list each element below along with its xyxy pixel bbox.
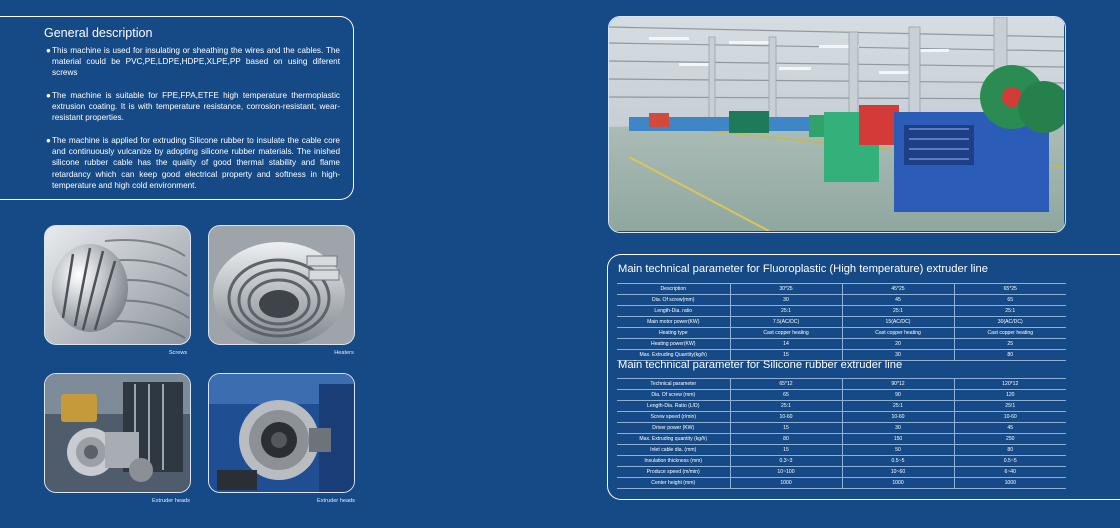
table-row xyxy=(617,379,1066,390)
parameter-value-cell: 15 xyxy=(730,423,842,434)
bullet-icon: ● xyxy=(46,91,51,100)
description-text: The machine is suitable for FPE,FPA,ETFE high temperature thermoplastic extrusion coating. It is with temperature resistance, corrosion-resistant, wear-resistant properties. xyxy=(52,91,340,123)
table-row xyxy=(617,467,1066,478)
extruder-head-photo-1 xyxy=(44,373,191,493)
parameter-value-cell: 45 xyxy=(842,295,954,306)
parameter-value-cell: 80 xyxy=(730,434,842,445)
parameter-value-cell: 25:1 xyxy=(842,306,954,317)
parameter-value-cell: 10-60 xyxy=(954,412,1066,423)
table-row xyxy=(617,339,1066,350)
parameter-value-cell: 45*25 xyxy=(842,284,954,295)
parameter-value-cell: 10-60 xyxy=(730,412,842,423)
parameter-label-cell: Length-Dia. ratio xyxy=(617,306,730,317)
parameter-value-cell: 30 xyxy=(730,295,842,306)
parameter-value-cell: Cast copper heating xyxy=(842,328,954,339)
parameter-label-cell: Dia. Of screw (mm) xyxy=(617,390,730,401)
parameter-value-cell: 10~60 xyxy=(842,467,954,478)
table-row xyxy=(617,478,1066,489)
parameter-value-cell: 45 xyxy=(954,423,1066,434)
parameter-value-cell: Cast copper heating xyxy=(954,328,1066,339)
silicone-parameter-table xyxy=(617,378,1066,489)
description-paragraph xyxy=(46,135,340,191)
parameter-value-cell: 0.5~5 xyxy=(842,456,954,467)
factory-production-line-photo xyxy=(608,16,1066,233)
description-text: The machine is applied for extruding Silicone rubber to insulate the cable core and continuously vulcanize by adopting silicone rubber materials. The inished silicone rubber cable has the quality of good thermal stability and flame retardancy which can keep good electrical property and softness in high-temperature and high cold environment. xyxy=(52,136,340,190)
general-description-title: General description xyxy=(44,26,153,40)
heaters-photo xyxy=(208,225,355,345)
parameter-label-cell: Max. Extruding Quantity(kg/h) xyxy=(617,350,730,361)
parameter-value-cell: 90*12 xyxy=(842,379,954,390)
bullet-icon: ● xyxy=(46,46,51,55)
parameter-value-cell: 30(AC/DC) xyxy=(954,317,1066,328)
description-text: This machine is used for insulating or sheathing the wires and the cables. The material could be PVC,PE,LDPE,HDPE,XLPE,PP based on using diferent screws xyxy=(52,46,340,78)
factory-illustration xyxy=(609,17,1064,231)
parameter-value-cell: 0.3~3 xyxy=(730,456,842,467)
table-row xyxy=(617,328,1066,339)
parameter-value-cell: 65*25 xyxy=(954,284,1066,295)
parameter-label-cell: Center height (mm) xyxy=(617,478,730,489)
table-row xyxy=(617,317,1066,328)
photo-caption: Extruder heads xyxy=(152,498,190,504)
parameter-value-cell: 15(AC/DC) xyxy=(842,317,954,328)
parameter-value-cell: 80 xyxy=(954,350,1066,361)
parameter-value-cell: 250 xyxy=(954,434,1066,445)
table-row xyxy=(617,401,1066,412)
parameter-value-cell: 7.5(AC/DC) xyxy=(730,317,842,328)
table-row xyxy=(617,284,1066,295)
table-row xyxy=(617,295,1066,306)
parameter-value-cell: 14 xyxy=(730,339,842,350)
table-row xyxy=(617,390,1066,401)
table-row xyxy=(617,456,1066,467)
parameter-value-cell: 15 xyxy=(730,350,842,361)
parameter-label-cell: Heating type xyxy=(617,328,730,339)
parameter-value-cell: 150 xyxy=(842,434,954,445)
extruder-head-photo-2 xyxy=(208,373,355,493)
parameter-value-cell: 25:1 xyxy=(730,306,842,317)
parameter-value-cell: 30 xyxy=(842,350,954,361)
table-row xyxy=(617,306,1066,317)
parameter-value-cell: 120*12 xyxy=(954,379,1066,390)
parameter-value-cell: 25!1 xyxy=(954,401,1066,412)
extruder-head-illustration xyxy=(45,374,191,493)
parameter-value-cell: 25 xyxy=(954,339,1066,350)
parameter-value-cell: 0.5~5 xyxy=(954,456,1066,467)
description-paragraph xyxy=(46,45,340,79)
parameter-label-cell: Max. Extruding quantity (kg/h) xyxy=(617,434,730,445)
parameter-value-cell: 1000 xyxy=(842,478,954,489)
table-row xyxy=(617,423,1066,434)
bullet-icon: ● xyxy=(46,136,51,145)
parameter-value-cell: 30 xyxy=(842,423,954,434)
table-row xyxy=(617,445,1066,456)
parameter-label-cell: Technical parameter xyxy=(617,379,730,390)
parameter-label-cell: Heating power(KW) xyxy=(617,339,730,350)
parameter-value-cell: 1000 xyxy=(954,478,1066,489)
parameter-label-cell: Length-Dia. Ratio (L/D) xyxy=(617,401,730,412)
photo-caption: Heaters xyxy=(334,350,354,356)
parameter-value-cell: 90 xyxy=(842,390,954,401)
parameter-value-cell: 80 xyxy=(954,445,1066,456)
photo-caption: Extruder heads xyxy=(317,498,355,504)
screws-photo xyxy=(44,225,191,345)
parameter-label-cell: Main motor power(KW) xyxy=(617,317,730,328)
parameter-label-cell: Dia. Of screw(mm) xyxy=(617,295,730,306)
parameter-value-cell: Cast copper healing xyxy=(730,328,842,339)
parameter-label-cell: Driver power (KW) xyxy=(617,423,730,434)
parameter-value-cell: 15 xyxy=(730,445,842,456)
parameter-value-cell: 25:1 xyxy=(954,306,1066,317)
parameter-value-cell: 65*12 xyxy=(730,379,842,390)
parameter-value-cell: 50 xyxy=(842,445,954,456)
heater-illustration xyxy=(209,226,355,345)
parameter-value-cell: 10~100 xyxy=(730,467,842,478)
extruder-head-illustration xyxy=(209,374,355,493)
parameter-value-cell: 6~40 xyxy=(954,467,1066,478)
screw-illustration xyxy=(45,226,191,345)
photo-caption: Screws xyxy=(168,350,188,356)
parameter-value-cell: 10-60 xyxy=(842,412,954,423)
parameter-value-cell: 65 xyxy=(954,295,1066,306)
parameter-label-cell: Inlet cable dia. (mm) xyxy=(617,445,730,456)
parameter-value-cell: 25:1 xyxy=(842,401,954,412)
parameter-label-cell: Produce speed (m/min) xyxy=(617,467,730,478)
parameter-value-cell: 25:1 xyxy=(730,401,842,412)
description-paragraph xyxy=(46,90,340,124)
table-row xyxy=(617,412,1066,423)
parameter-label-cell: Screw speed (r/min) xyxy=(617,412,730,423)
fluoroplastic-parameter-table xyxy=(617,283,1066,361)
parameter-value-cell: 120 xyxy=(954,390,1066,401)
parameter-label-cell: Insulation thickness (mm) xyxy=(617,456,730,467)
parameter-label-cell: Description xyxy=(617,284,730,295)
silicone-table-title: Main technical parameter for Silicone rubber extruder line xyxy=(618,359,903,371)
parameter-value-cell: 20 xyxy=(842,339,954,350)
fluoroplastic-table-title: Main technical parameter for Fluoroplastic (High temperature) extruder line xyxy=(618,263,988,275)
table-row xyxy=(617,434,1066,445)
parameter-value-cell: 65 xyxy=(730,390,842,401)
parameter-value-cell: 30*25 xyxy=(730,284,842,295)
parameter-value-cell: 1000 xyxy=(730,478,842,489)
